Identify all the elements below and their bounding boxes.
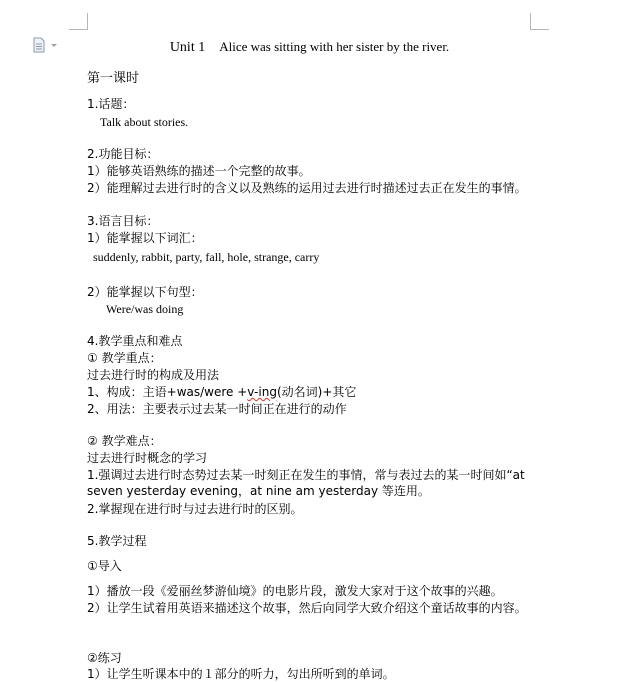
key-points-label: 4.教学重点和难点 [87,334,183,348]
intro-item-1: 1）播放一段《爱丽丝梦游仙境》的电影片段，激发大家对于这个故事的兴趣。 [87,584,503,598]
structure-line [87,384,356,400]
intro-label: ①导入 [87,559,122,573]
function-label: 2.功能目标： [87,147,159,161]
title-unit: Unit 1 [169,40,206,55]
page-corner-mark-top-right [530,13,549,30]
spelling-flag[interactable]: v-ing [247,385,277,399]
difficulty-item-2: 2.掌握现在进行时与过去进行时的区别。 [87,502,303,516]
difficulty-heading: ② 教学难点： [87,434,162,448]
vocabulary-list: suddenly, rabbit, party, fall, hole, strange, carry [93,250,320,264]
intro-item-2: 2）让学生试着用英语来描述这个故事，然后向同学大致介绍这个童话故事的内容。 [87,601,527,615]
document-title [0,39,619,56]
function-item-1: 1）能够英语熟练的描述一个完整的故事。 [87,164,311,178]
difficulty-sub: 过去进行时概念的学习 [87,451,208,465]
process-label: 5.教学过程 [87,534,147,548]
practice-label: ②练习 [87,651,122,665]
usage-line: 2、用法：主要表示过去某一时间正在进行的动作 [87,402,347,416]
page-corner-mark-top-left [69,13,88,30]
language-item-1: 1）能掌握以下词汇： [87,231,203,245]
language-label: 3.语言目标： [87,214,159,228]
key-point-heading: ① 教学重点： [87,351,162,365]
structure-text: 1、构成：主语+was/were + [87,385,248,399]
lesson-heading: 第一课时 [87,71,140,86]
key-point-sub: 过去进行时的构成及用法 [87,368,220,382]
difficulty-item-1: 1.强调过去进行时态势过去某一时刻正在发生的事情，常与表过去的某一时间如“at seven yesterday evening，at nine am yesterday 等连用。 [87,468,525,498]
sentence-pattern: Were/was doing [106,302,184,316]
function-item-2: 2）能理解过去进行时的含义以及熟练的运用过去进行时描述过去正在发生的事情。 [87,181,527,195]
language-item-2: 2）能掌握以下句型： [87,285,203,299]
practice-item-1: 1）让学生听课本中的１部分的听力，勾出所听到的单词。 [87,667,395,681]
topic-label: 1.话题： [87,97,135,111]
structure-text-end: (动名词)+其它 [276,385,357,399]
topic-text: Talk about stories. [100,115,189,129]
title-text: Alice was sitting with her sister by the river. [219,39,450,54]
